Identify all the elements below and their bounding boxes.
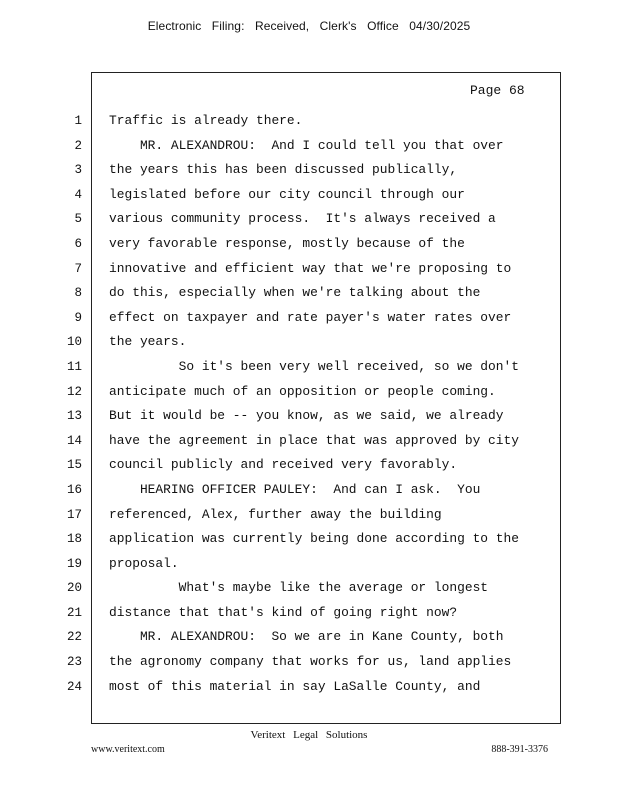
transcript-line: proposal. — [109, 555, 179, 571]
transcript-line: HEARING OFFICER PAULEY: And can I ask. You — [109, 481, 481, 497]
line-number: 12 — [66, 384, 82, 399]
page-number: Page 68 — [470, 83, 525, 98]
transcript-line: the years this has been discussed publically, — [109, 162, 458, 178]
line-number: 19 — [66, 556, 82, 571]
line-number: 1 — [74, 114, 82, 128]
line-number-column — [60, 112, 82, 702]
transcript-line: most of this material in say LaSalle County, and — [109, 678, 481, 694]
line-number: 13 — [66, 409, 82, 424]
line-number: 20 — [66, 581, 82, 596]
line-number: 18 — [66, 532, 82, 547]
transcript-line: So it's been very well received, so we don't — [109, 358, 519, 374]
transcript-line: various community process. It's always received a — [109, 211, 496, 227]
footer-phone-number: 888-391-3376 — [491, 744, 548, 755]
transcript-text — [109, 112, 549, 702]
transcript-line: referenced, Alex, further away the building — [109, 506, 442, 522]
line-number: 11 — [66, 359, 82, 374]
transcript-line: do this, especially when we're talking about the — [109, 285, 481, 301]
line-number: 14 — [66, 433, 82, 448]
line-number: 24 — [66, 679, 82, 694]
footer-company-name: Veritext Legal Solutions — [250, 729, 368, 741]
filing-stamp-header: Electronic Filing: Received, Clerk's Office 04/30/2025 — [147, 19, 471, 33]
transcript-line: distance that that's kind of going right now? — [109, 604, 458, 620]
transcript-line: legislated before our city council through our — [109, 186, 465, 202]
line-number: 8 — [74, 286, 82, 301]
transcript-line: MR. ALEXANDROU: So we are in Kane County, both — [109, 629, 504, 645]
transcript-line: application was currently being done according to the — [109, 531, 519, 547]
line-number: 16 — [66, 482, 82, 497]
footer-website: www.veritext.com — [91, 744, 165, 755]
line-number: 2 — [74, 138, 82, 153]
line-number: 3 — [74, 163, 82, 178]
line-number: 4 — [74, 187, 82, 202]
line-number: 23 — [66, 655, 82, 670]
line-number: 5 — [74, 212, 82, 227]
transcript-line: anticipate much of an opposition or people coming. — [109, 383, 496, 399]
transcript-line: innovative and efficient way that we're proposing to — [109, 260, 512, 276]
transcript-line: What's maybe like the average or longest — [109, 580, 489, 596]
line-number: 9 — [74, 310, 82, 325]
line-number: 6 — [74, 236, 82, 251]
line-number: 21 — [66, 605, 82, 620]
line-number: 10 — [66, 335, 82, 350]
line-number: 17 — [66, 507, 82, 522]
transcript-line: the years. — [109, 334, 187, 350]
transcript-line: MR. ALEXANDROU: And I could tell you that over — [109, 137, 504, 153]
transcript-line: have the agreement in place that was approved by city — [109, 432, 519, 448]
transcript-line: Traffic is already there. — [109, 113, 303, 128]
line-number: 7 — [74, 261, 82, 276]
line-number: 15 — [66, 458, 82, 473]
line-number: 22 — [66, 630, 82, 645]
transcript-line: the agronomy company that works for us, land applies — [109, 654, 512, 670]
transcript-line: But it would be -- you know, as we said, we already — [109, 408, 504, 424]
transcript-line: council publicly and received very favorably. — [109, 457, 458, 473]
transcript-line: effect on taxpayer and rate payer's water rates over — [109, 309, 512, 325]
transcript-line: very favorable response, mostly because of the — [109, 235, 465, 251]
